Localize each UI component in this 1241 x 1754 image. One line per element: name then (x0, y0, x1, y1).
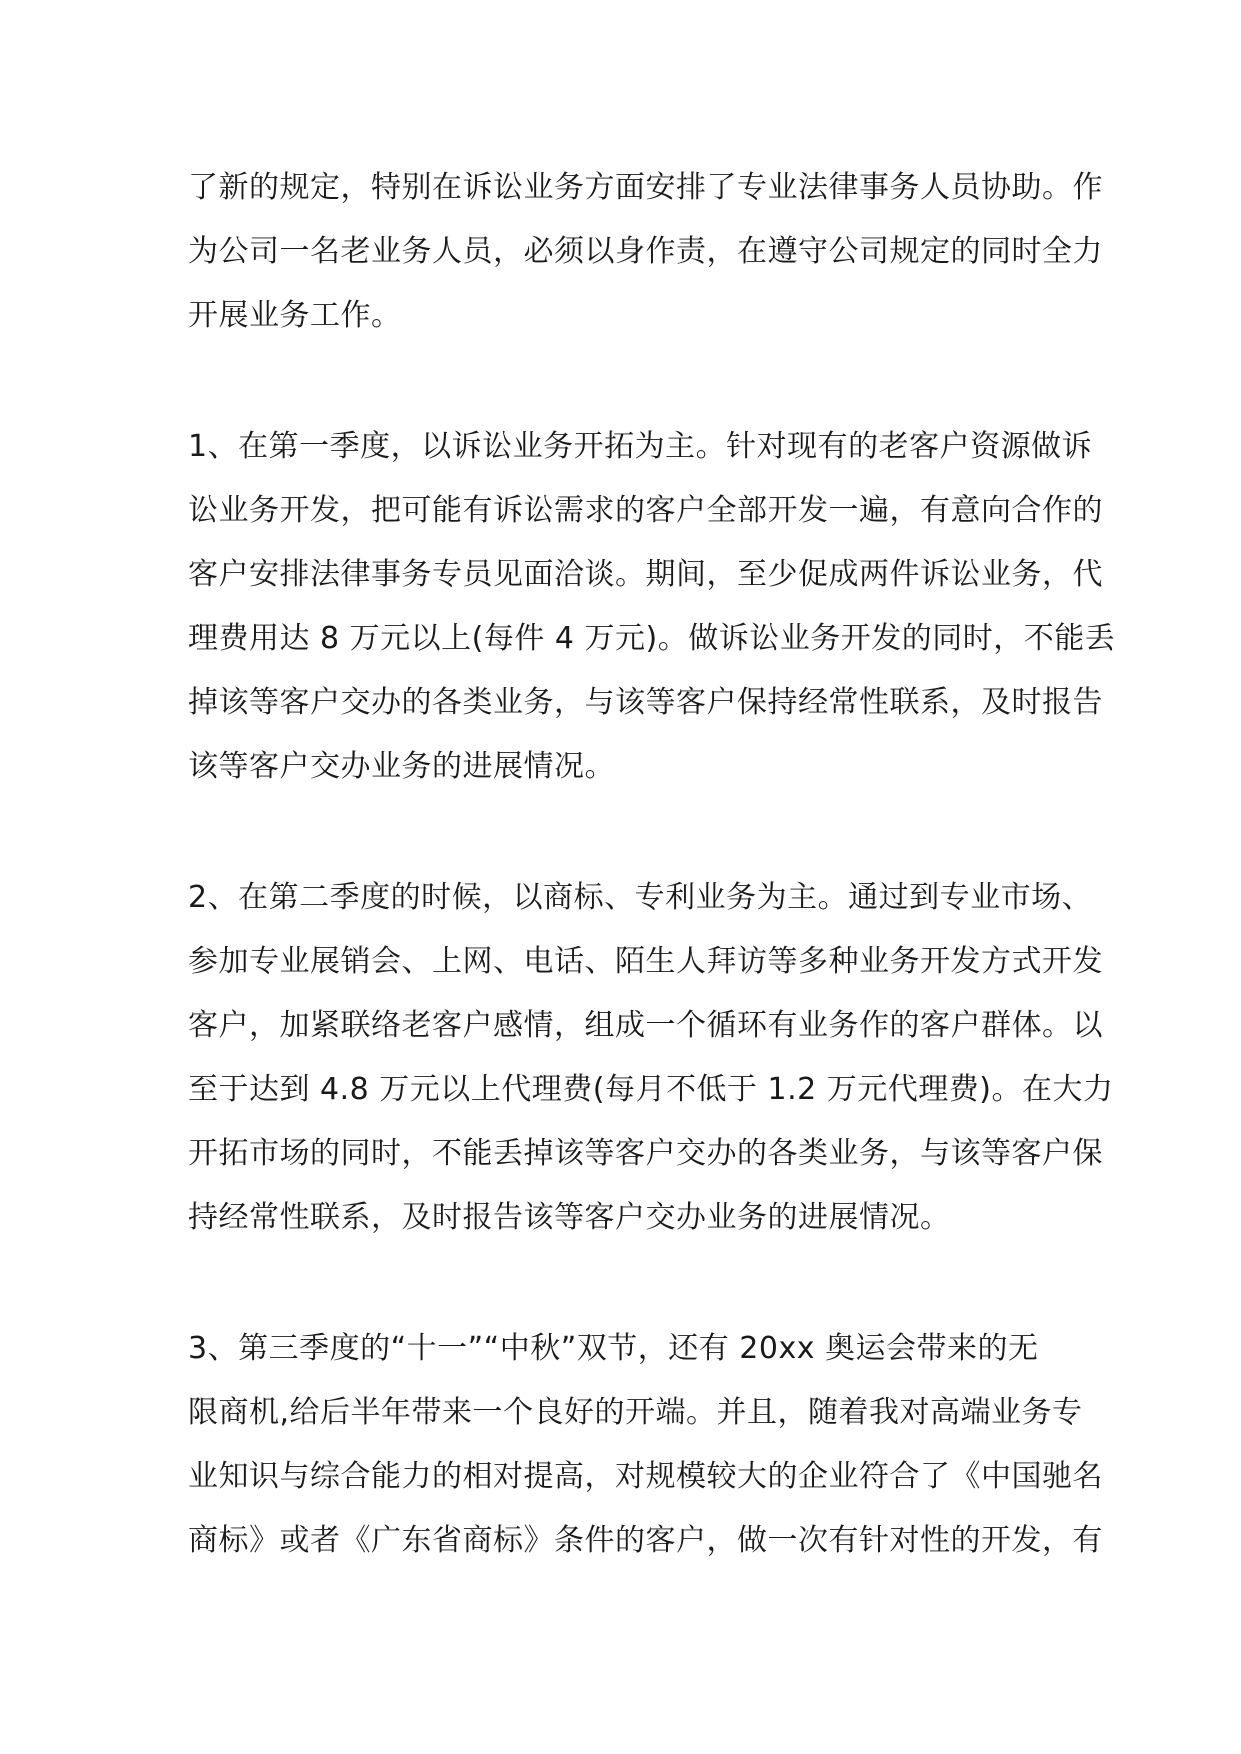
text-line: 3、第三季度的“十一”“中秋”双节，还有 20xx 奥运会带来的无 (188, 1331, 1039, 1366)
text-line: 商标》或者《广东省商标》条件的客户，做一次有针对性的开发，有 (188, 1523, 1103, 1558)
paragraph-first-quarter (188, 415, 1116, 799)
paragraph-third-quarter (188, 1317, 1103, 1573)
text-line: 开展业务工作。 (188, 298, 402, 333)
text-line: 掉该等客户交办的各类业务，与该等客户保持经常性联系，及时报告 (188, 685, 1103, 720)
text-line: 1、在第一季度，以诉讼业务开拓为主。针对现有的老客户资源做诉 (188, 429, 1093, 464)
paragraph-intro (188, 156, 1103, 348)
paragraph-second-quarter (188, 866, 1114, 1250)
text-line: 至于达到 4.8 万元以上代理费(每月不低于 1.2 万元代理费)。在大力 (188, 1072, 1114, 1107)
text-line: 参加专业展销会、上网、电话、陌生人拜访等多种业务开发方式开发 (188, 944, 1103, 979)
text-line: 业知识与综合能力的相对提高，对规模较大的企业符合了《中国驰名 (188, 1459, 1103, 1494)
text-line: 限商机,给后半年带来一个良好的开端。并且，随着我对高端业务专 (188, 1395, 1083, 1430)
text-line: 为公司一名老业务人员，必须以身作责，在遵守公司规定的同时全力 (188, 234, 1103, 269)
text-line: 持经常性联系，及时报告该等客户交办业务的进展情况。 (188, 1200, 951, 1235)
text-line: 开拓市场的同时，不能丢掉该等客户交办的各类业务，与该等客户保 (188, 1136, 1103, 1171)
text-line: 了新的规定，特别在诉讼业务方面安排了专业法律事务人员协助。作 (188, 170, 1103, 205)
text-line: 客户，加紧联络老客户感情，组成一个循环有业务作的客户群体。以 (188, 1008, 1103, 1043)
text-line: 2、在第二季度的时候，以商标、专利业务为主。通过到专业市场、 (188, 880, 1093, 915)
text-line: 该等客户交办业务的进展情况。 (188, 749, 615, 784)
text-line: 理费用达 8 万元以上(每件 4 万元)。做诉讼业务开发的同时，不能丢 (188, 621, 1116, 656)
text-line: 讼业务开发，把可能有诉讼需求的客户全部开发一遍，有意向合作的 (188, 493, 1103, 528)
text-line: 客户安排法律事务专员见面洽谈。期间，至少促成两件诉讼业务，代 (188, 557, 1103, 592)
